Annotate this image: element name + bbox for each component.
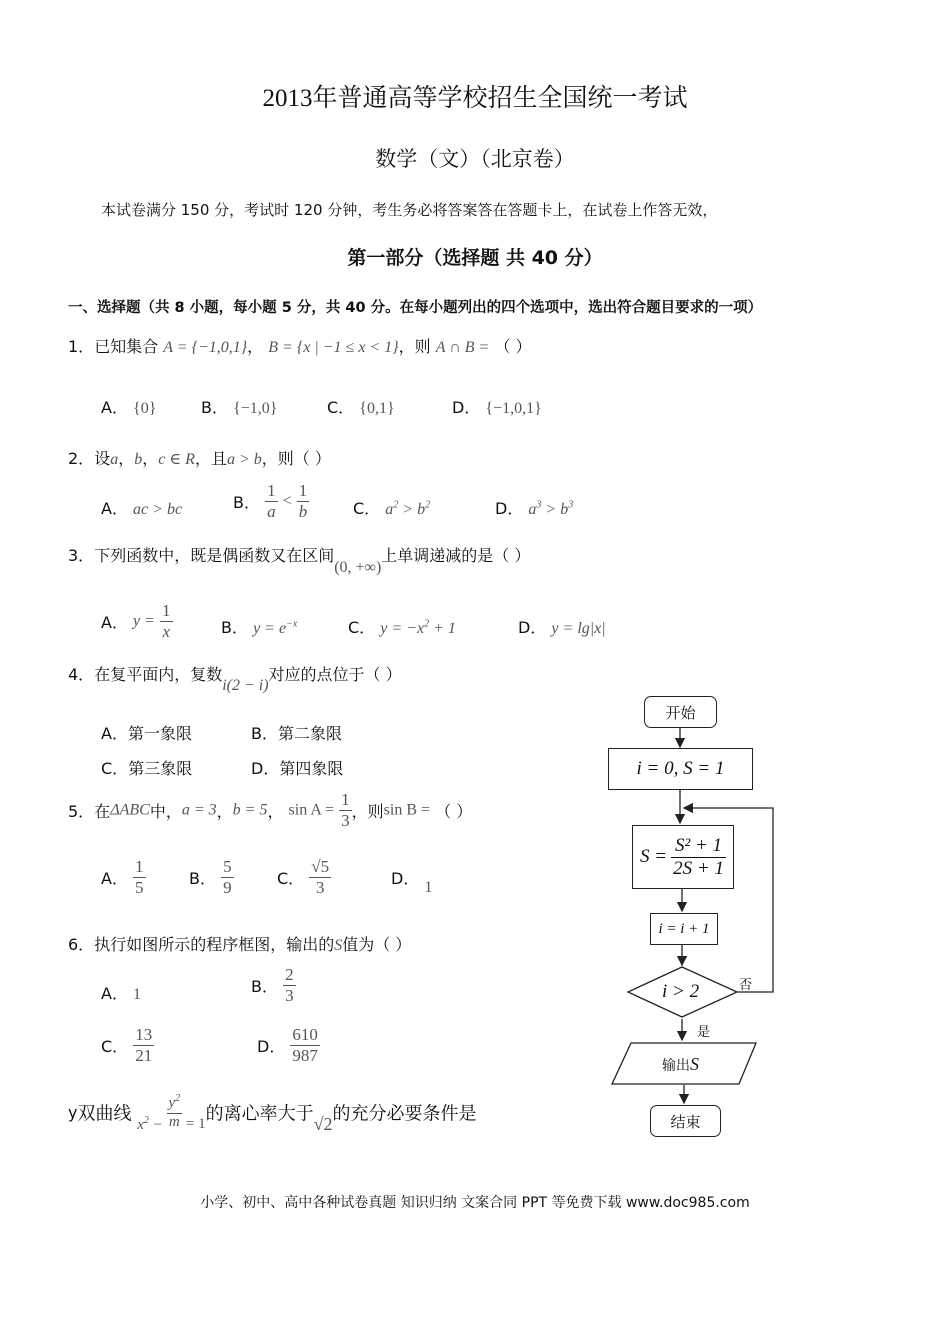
question-number: 3．: [68, 546, 95, 565]
flowchart-assign: S = $\frac{\text{S² + 1}}{2S + 1}$: [632, 825, 734, 889]
page-subtitle: 数学（文）（北京卷）: [375, 147, 575, 171]
option-a[interactable]: A．第一象限: [101, 724, 192, 743]
option-a[interactable]: A． 1: [101, 984, 142, 1003]
option-c[interactable]: C． $\frac{√5}{3}$: [277, 857, 330, 897]
option-b[interactable]: B． $\frac{5}{9}$: [189, 857, 232, 897]
option-d[interactable]: D． 1: [391, 869, 433, 896]
question-2: 2．设a，b，c ∈ R，且a > b，则（ ）: [68, 449, 331, 468]
option-d[interactable]: D． $a^3 > b^3$: [495, 499, 574, 518]
question-number: 1．: [68, 337, 95, 356]
option-c[interactable]: C． $y = -x^2 + 1$: [348, 618, 456, 637]
option-d[interactable]: D．第四象限: [251, 759, 344, 778]
option-a[interactable]: A． $\frac{1}{5}$: [101, 857, 144, 897]
page-title: 2013年普通高等学校招生全国统一考试: [262, 85, 688, 112]
question-number: 6．: [68, 935, 95, 954]
intersection-expr: A ∩ B =: [435, 339, 490, 356]
question-1: 1．已知集合 A = {−1,0,1}， B = {x | −1 ≤ x < 1}，则 A ∩ B = （ ）: [68, 337, 532, 356]
exam-instructions: 本试卷满分 150 分，考试时 120 分钟，考生务必将答案答在答题卡上，在试卷上作答无效，: [101, 201, 718, 219]
question-5: 5．在ΔABC中，a = 3，b = 5， sin A = $\frac{1}{3}$ ，则sin B = （ ）: [68, 790, 473, 830]
part-title: 第一部分（选择题 共 40 分）: [347, 247, 603, 269]
option-c[interactable]: C． $a^2 > b^2$: [353, 499, 431, 518]
question-3: 3．下列函数中，既是偶函数又在区间(0, +∞)上单调递减的是（ ）: [68, 546, 531, 576]
option-a[interactable]: A． ac > bc: [101, 499, 183, 518]
flowchart-yes-label: 是: [697, 1025, 711, 1040]
flowchart-start: 开始: [644, 696, 717, 728]
option-d[interactable]: D． $\frac{610}{987}$: [257, 1025, 318, 1065]
question-6: 6．执行如图所示的程序框图，输出的S值为（ ）: [68, 935, 412, 954]
option-b[interactable]: B． {−1,0}: [201, 398, 278, 417]
question-number: y: [68, 1102, 78, 1122]
option-a[interactable]: A． {0}: [101, 398, 157, 417]
question-7: y双曲线 $_{x^2 -}$ $\frac{y^2}{m}$ $_{= 1}$的离心率大于√2的充分必要条件是: [68, 1093, 477, 1134]
flowchart-init: i = 0, S = 1: [608, 748, 753, 790]
flowchart-output-label: 输出S: [662, 1054, 699, 1074]
section-heading: 一、选择题（共 8 小题，每小题 5 分，共 40 分。在每小题列出的四个选项中，选出符合题目要求的一项）: [68, 300, 763, 316]
option-b[interactable]: B． $\frac{1}{a}$ < $\frac{1}{b}$: [233, 481, 308, 521]
option-b[interactable]: B． $\frac{2}{3}$: [251, 965, 294, 1005]
question-number: 4．: [68, 665, 95, 684]
option-c[interactable]: C． {0,1}: [327, 398, 395, 417]
flowchart-condition-label: i > 2: [662, 981, 700, 1002]
question-4: 4．在复平面内，复数i(2 − i)对应的点位于（ ）: [68, 665, 402, 694]
option-c[interactable]: C．第三象限: [101, 759, 193, 778]
option-b[interactable]: B．第二象限: [251, 724, 342, 743]
option-d[interactable]: D． {−1,0,1}: [452, 398, 542, 417]
question-number: 2．: [68, 449, 95, 468]
option-c[interactable]: C． $\frac{13}{21}$: [101, 1025, 153, 1065]
set-a: A = {−1,0,1}: [163, 339, 248, 356]
option-b[interactable]: B． $y = e^{-x}$: [221, 618, 298, 637]
flowchart-increment: i = i + 1: [650, 913, 718, 945]
footer-text: 小学、初中、高中各种试卷真题 知识归纳 文案合同 PPT 等免费下载 www.doc985.com: [200, 1195, 750, 1211]
flowchart-no-label: 否: [739, 978, 753, 993]
option-d[interactable]: D． y = lg|x|: [518, 618, 606, 637]
option-a[interactable]: A． y = $\frac{1}{x}$: [101, 601, 171, 641]
set-b: B = {x | −1 ≤ x < 1}: [268, 339, 399, 356]
flowchart-end: 结束: [650, 1105, 721, 1137]
question-number: 5．: [68, 801, 95, 821]
